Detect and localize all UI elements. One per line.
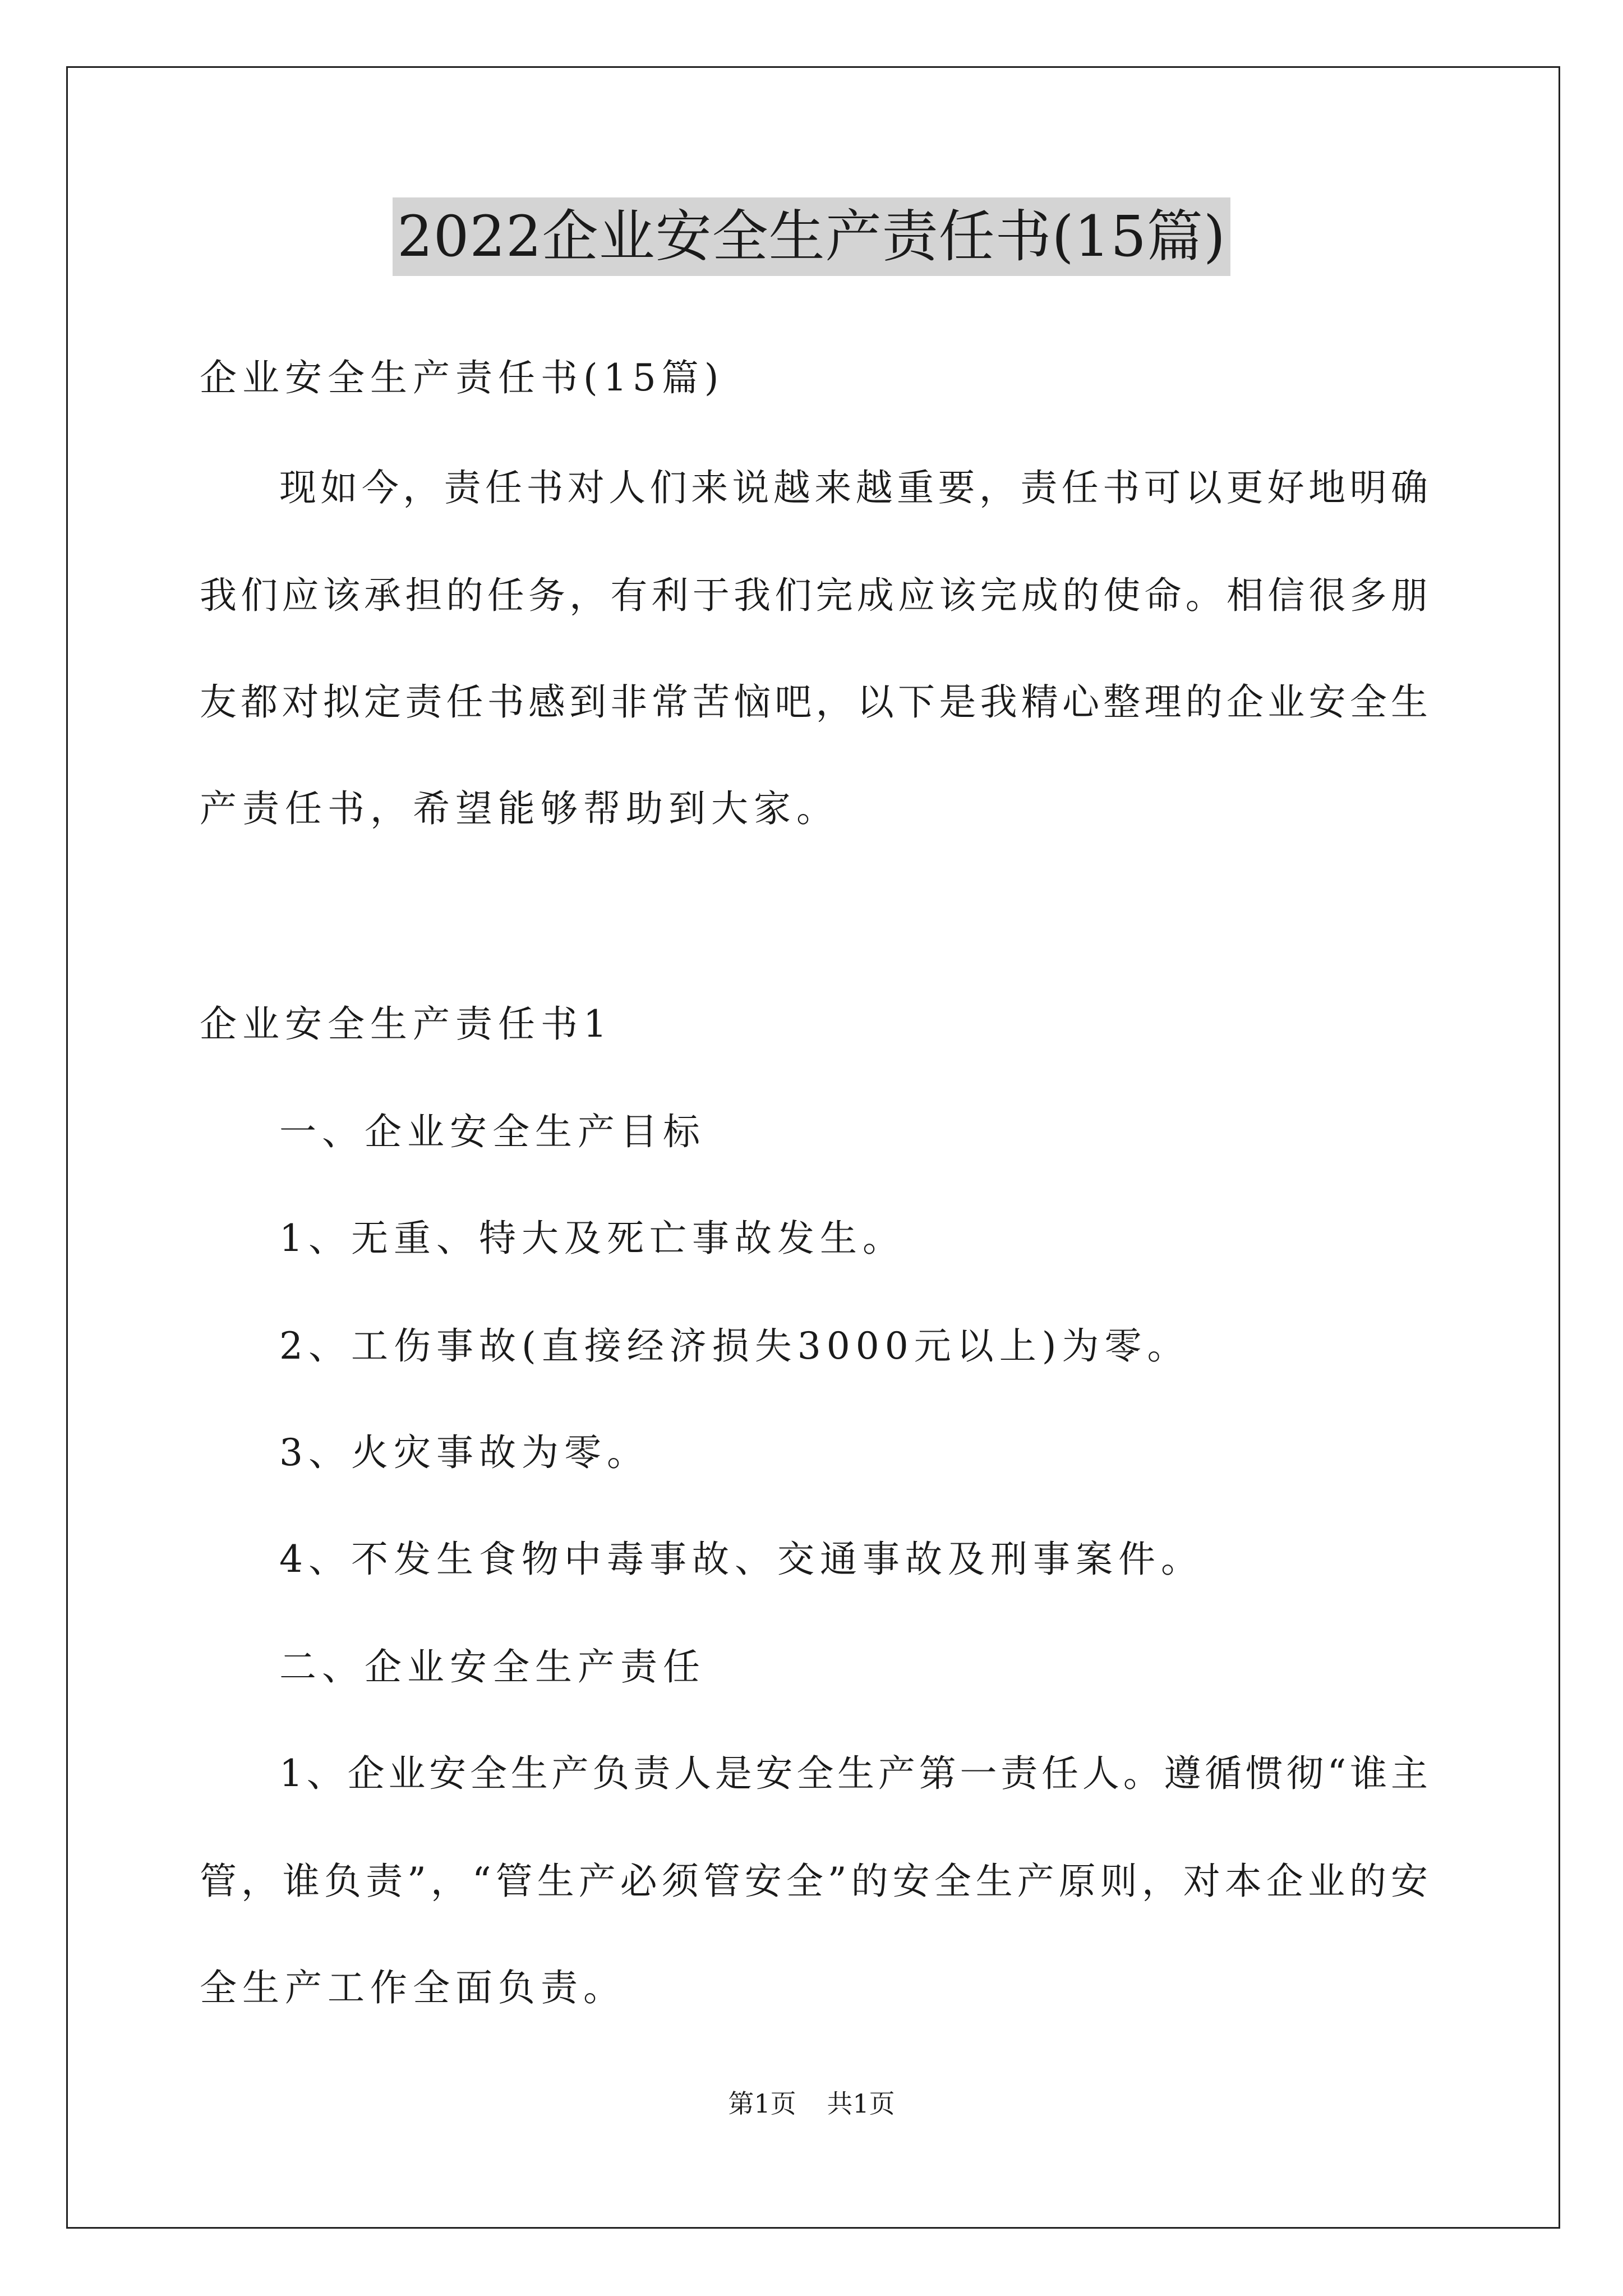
section-heading: 企业安全生产责任书1	[200, 1002, 612, 1046]
part2-heading: 二、企业安全生产责任	[279, 1645, 706, 1688]
goal-item-3: 3、火灾事故为零。	[279, 1431, 649, 1474]
page-number: 第1页	[728, 2088, 796, 2119]
responsibility-line-3: 全生产工作全面负责。	[200, 1966, 626, 2009]
page-footer	[0, 2087, 1623, 2120]
document-title: 2022企业安全生产责任书(15篇)	[393, 197, 1230, 276]
responsibility-line-1: 1、企业安全生产负责人是安全生产第一责任人。遵循惯彻“谁主	[279, 1752, 1428, 1795]
goal-item-1: 1、无重、特大及死亡事故发生。	[279, 1217, 905, 1260]
goal-item-4: 4、不发生食物中毒事故、交通事故及刑事案件。	[279, 1538, 1204, 1581]
intro-line-4: 产责任书，希望能够帮助到大家。	[200, 787, 839, 830]
page-total: 共1页	[827, 2088, 895, 2119]
intro-line-2: 我们应该承担的任务，有利于我们完成应该完成的使命。相信很多朋	[200, 574, 1428, 617]
document-subtitle: 企业安全生产责任书(15篇)	[200, 356, 725, 399]
title-container	[0, 197, 1623, 276]
responsibility-line-2: 管，谁负责”，“管生产必须管安全”的安全生产原则，对本企业的安	[200, 1860, 1428, 1903]
intro-line-3: 友都对拟定责任书感到非常苦恼吧，以下是我精心整理的企业安全生	[200, 680, 1428, 724]
part1-heading: 一、企业安全生产目标	[279, 1110, 706, 1153]
intro-line-1: 现如今，责任书对人们来说越来越重要，责任书可以更好地明确	[279, 466, 1428, 509]
goal-item-2: 2、工伤事故(直接经济损失3000元以上)为零。	[279, 1324, 1190, 1368]
